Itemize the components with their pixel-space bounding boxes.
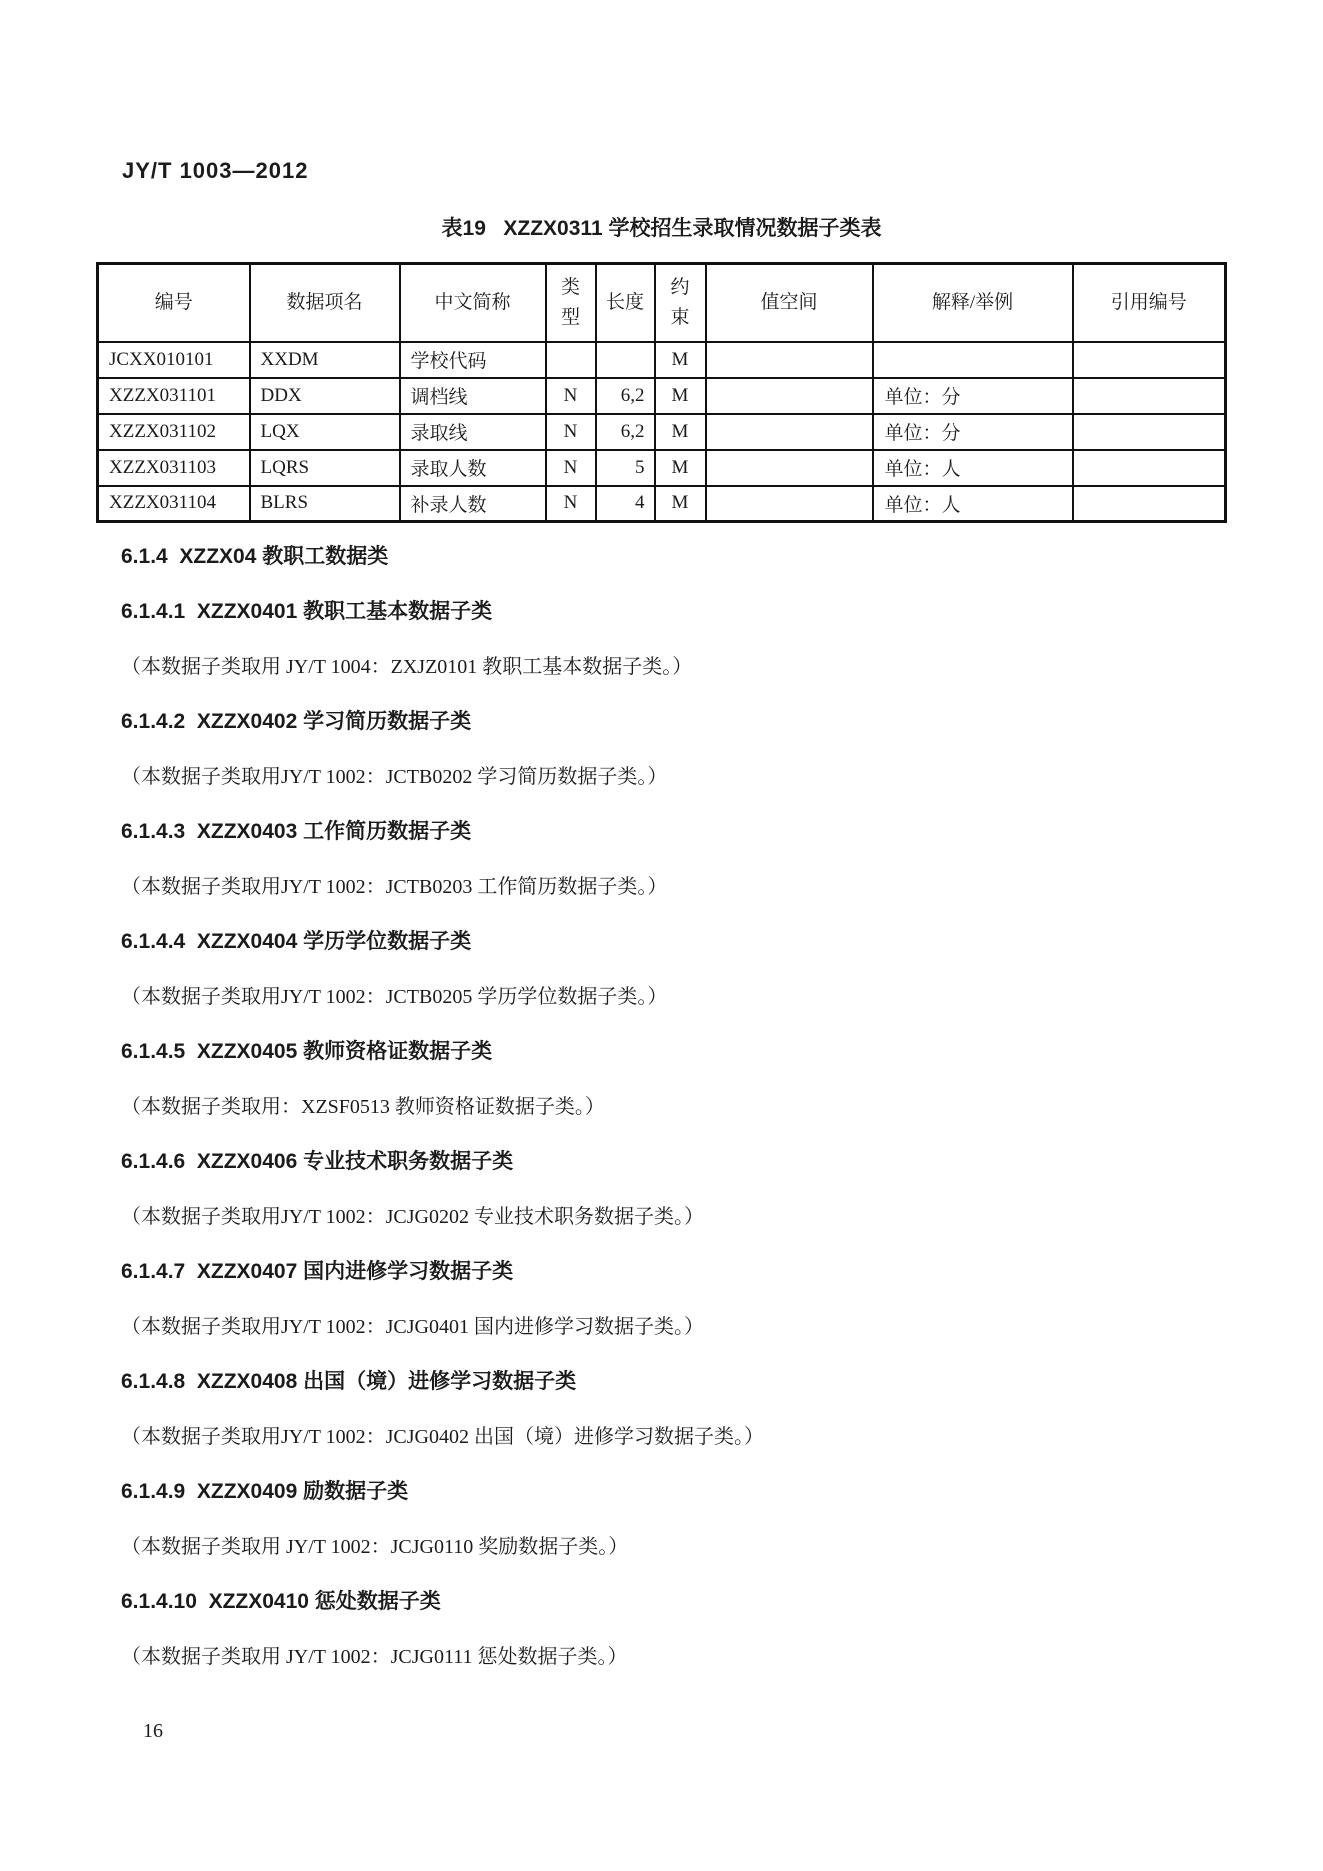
- table-cell: [596, 342, 655, 378]
- section-note: （本数据子类取用JY/T 1002：JCTB0205 学历学位数据子类。）: [121, 986, 668, 1008]
- section-heading: 6.1.4.6 XZZX0406 专业技术职务数据子类: [121, 1150, 514, 1173]
- table-cell: 录取线: [400, 414, 546, 450]
- table-row: [98, 378, 1226, 414]
- col-header: 数据项名: [250, 264, 400, 342]
- section-note: （本数据子类取用JY/T 1002：JCJG0402 出国（境）进修学习数据子类。）: [121, 1426, 764, 1448]
- col-header: 引用编号: [1073, 264, 1226, 342]
- col-header: 编号: [98, 264, 250, 342]
- table-cell: JCXX010101: [98, 342, 250, 378]
- table-cell: 6,2: [596, 378, 655, 414]
- table-cell: 学校代码: [400, 342, 546, 378]
- table-cell: N: [546, 486, 596, 522]
- col-header: 类型: [546, 264, 596, 342]
- table-cell: DDX: [250, 378, 400, 414]
- table-cell: XZZX031102: [98, 414, 250, 450]
- table-cell: 单位：人: [873, 450, 1073, 486]
- section-note: （本数据子类取用JY/T 1002：JCJG0202 专业技术职务数据子类。）: [121, 1206, 704, 1228]
- col-header: 约束: [655, 264, 706, 342]
- section-note: （本数据子类取用 JY/T 1004：ZXJZ0101 教职工基本数据子类。）: [121, 656, 693, 678]
- table-cell: 录取人数: [400, 450, 546, 486]
- table-cell: M: [655, 378, 706, 414]
- table-cell: M: [655, 342, 706, 378]
- table-row: [98, 342, 1226, 378]
- section-note: （本数据子类取用 JY/T 1002：JCJG0110 奖励数据子类。）: [121, 1536, 629, 1558]
- table-cell: [1073, 342, 1226, 378]
- table-cell: 4: [596, 486, 655, 522]
- table-cell: [1073, 486, 1226, 522]
- table-cell: M: [655, 450, 706, 486]
- col-header: 值空间: [706, 264, 873, 342]
- doc-code: JY/T 1003—2012: [122, 158, 309, 183]
- table-cell: [706, 486, 873, 522]
- table-header-row: [98, 264, 1226, 342]
- table-cell: [706, 342, 873, 378]
- table-row: [98, 414, 1226, 450]
- table-title: 表19 XZZX0311 学校招生录取情况数据子类表: [441, 217, 882, 240]
- section-heading: 6.1.4.2 XZZX0402 学习简历数据子类: [121, 710, 472, 733]
- table-cell: [1073, 378, 1226, 414]
- section-heading: 6.1.4.7 XZZX0407 国内进修学习数据子类: [121, 1260, 514, 1283]
- section-note: （本数据子类取用JY/T 1002：JCJG0401 国内进修学习数据子类。）: [121, 1316, 704, 1338]
- table-cell: 单位：分: [873, 414, 1073, 450]
- table-cell: M: [655, 486, 706, 522]
- page-number: 16: [143, 1720, 163, 1742]
- table-cell: [1073, 450, 1226, 486]
- section-heading: 6.1.4.4 XZZX0404 学历学位数据子类: [121, 930, 472, 953]
- table-cell: 单位：分: [873, 378, 1073, 414]
- table-cell: LQX: [250, 414, 400, 450]
- col-header: 中文简称: [400, 264, 546, 342]
- table-cell: 5: [596, 450, 655, 486]
- section-note: （本数据子类取用JY/T 1002：JCTB0203 工作简历数据子类。）: [121, 876, 668, 898]
- table-cell: N: [546, 378, 596, 414]
- section-note: （本数据子类取用JY/T 1002：JCTB0202 学习简历数据子类。）: [121, 766, 668, 788]
- table-cell: [546, 342, 596, 378]
- table-cell: LQRS: [250, 450, 400, 486]
- sections: [121, 543, 1231, 1698]
- table-row: [98, 486, 1226, 522]
- table-cell: BLRS: [250, 486, 400, 522]
- section-note: （本数据子类取用：XZSF0513 教师资格证数据子类。）: [121, 1096, 605, 1118]
- col-header: 长度: [596, 264, 655, 342]
- section-heading: 6.1.4.1 XZZX0401 教职工基本数据子类: [121, 600, 493, 623]
- section-heading: 6.1.4.3 XZZX0403 工作简历数据子类: [121, 820, 472, 843]
- table-cell: [873, 342, 1073, 378]
- table-cell: 补录人数: [400, 486, 546, 522]
- table-body: [98, 342, 1226, 522]
- table-cell: N: [546, 450, 596, 486]
- table-cell: [1073, 414, 1226, 450]
- data-subclass-table: [96, 262, 1227, 523]
- section-heading: 6.1.4 XZZX04 教职工数据类: [121, 545, 389, 568]
- table-cell: XXDM: [250, 342, 400, 378]
- table-cell: XZZX031101: [98, 378, 250, 414]
- table-cell: [706, 450, 873, 486]
- table-cell: 调档线: [400, 378, 546, 414]
- table-cell: XZZX031103: [98, 450, 250, 486]
- section-heading: 6.1.4.8 XZZX0408 出国（境）进修学习数据子类: [121, 1370, 577, 1393]
- table-cell: [706, 378, 873, 414]
- section-heading: 6.1.4.9 XZZX0409 励数据子类: [121, 1480, 409, 1503]
- section-note: （本数据子类取用 JY/T 1002：JCJG0111 惩处数据子类。）: [121, 1646, 628, 1668]
- table-cell: M: [655, 414, 706, 450]
- table-cell: [706, 414, 873, 450]
- col-header: 解释/举例: [873, 264, 1073, 342]
- section-heading: 6.1.4.5 XZZX0405 教师资格证数据子类: [121, 1040, 493, 1063]
- table-cell: N: [546, 414, 596, 450]
- table-cell: 单位：人: [873, 486, 1073, 522]
- table-row: [98, 450, 1226, 486]
- section-heading: 6.1.4.10 XZZX0410 惩处数据子类: [121, 1590, 441, 1613]
- table-cell: XZZX031104: [98, 486, 250, 522]
- table-cell: 6,2: [596, 414, 655, 450]
